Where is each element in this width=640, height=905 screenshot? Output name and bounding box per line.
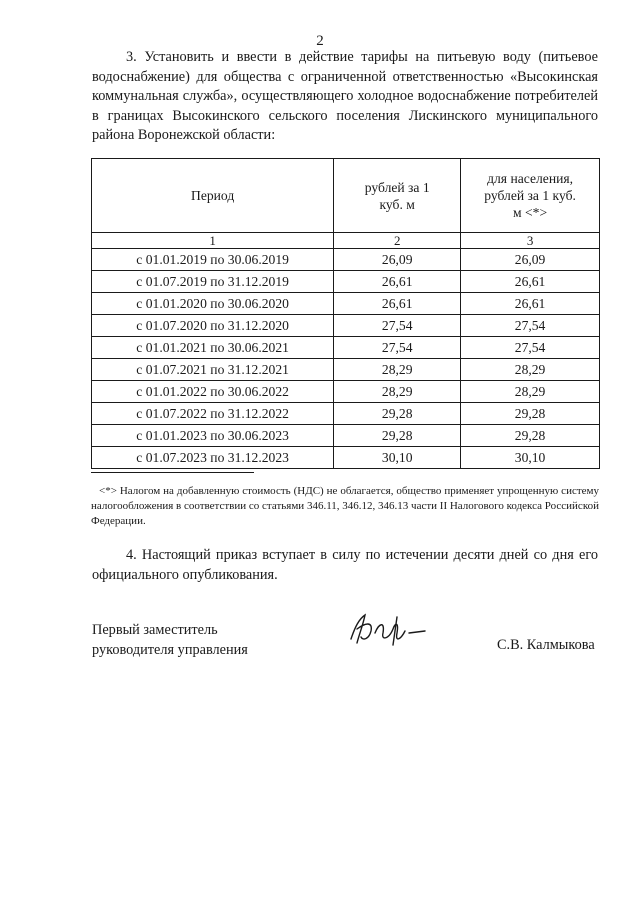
page-number: 2 [316,33,324,49]
period-cell: с 01.01.2021 по 30.06.2021 [92,337,334,359]
population-rate-cell: 30,10 [461,447,600,469]
population-rate-cell: 26,09 [461,249,600,271]
footnote-divider [91,472,254,473]
signer-title-line: Первый заместитель [92,622,218,638]
header-population-rate: для населения, рублей за 1 куб. м <*> [461,159,600,233]
period-cell: с 01.01.2023 по 30.06.2023 [92,425,334,447]
rate-cell: 29,28 [334,425,461,447]
rate-cell: 27,54 [334,337,461,359]
column-number: 3 [461,233,600,249]
rate-cell: 30,10 [334,447,461,469]
rate-cell: 28,29 [334,381,461,403]
population-rate-cell: 29,28 [461,425,600,447]
period-cell: с 01.07.2019 по 31.12.2019 [92,271,334,293]
rate-cell: 26,61 [334,271,461,293]
population-rate-cell: 26,61 [461,293,600,315]
column-number: 2 [334,233,461,249]
table-row [92,293,600,315]
footnote: <*> Налогом на добавленную стоимость (НДС) не облагается, общество применяет упрощенную систему налогообложения в соответствии со статьями 346.11, 346.12, 346.13 части II Налогового кодекса Российской Федерации. [91,485,599,527]
rate-cell: 28,29 [334,359,461,381]
population-rate-cell: 28,29 [461,359,600,381]
table-row [92,271,600,293]
signer-name: С.В. Калмыкова [497,637,595,653]
table-row [92,403,600,425]
header-period: Период [92,159,334,233]
population-rate-cell: 27,54 [461,337,600,359]
rate-cell: 27,54 [334,315,461,337]
table-row [92,337,600,359]
handwritten-signature [345,609,427,649]
paragraph-3: 3. Установить и ввести в действие тарифы на питьевую воду (питьевое водоснабжение) для общества с ограниченной ответственностью «Высокинская коммунальная служба», осуществляющего холодное водоснабжение потребителей в границах Высокинского сельского поселения Лискинского муниципального района Воронежской области: [92,49,598,144]
period-cell: с 01.07.2021 по 31.12.2021 [92,359,334,381]
period-cell: с 01.07.2022 по 31.12.2022 [92,403,334,425]
table-row [92,425,600,447]
signer-title [92,620,248,660]
tariff-table [91,158,600,469]
rate-cell: 29,28 [334,403,461,425]
column-number: 1 [92,233,334,249]
population-rate-cell: 26,61 [461,271,600,293]
table-row [92,315,600,337]
column-number-row [92,233,600,249]
period-cell: с 01.01.2022 по 30.06.2022 [92,381,334,403]
signer-title-line: руководителя управления [92,642,248,658]
table-row [92,381,600,403]
period-cell: с 01.01.2020 по 30.06.2020 [92,293,334,315]
table-row [92,447,600,469]
population-rate-cell: 28,29 [461,381,600,403]
period-cell: с 01.01.2019 по 30.06.2019 [92,249,334,271]
period-cell: с 01.07.2023 по 31.12.2023 [92,447,334,469]
table-row [92,359,600,381]
paragraph-4: 4. Настоящий приказ вступает в силу по истечении десяти дней со дня его официального опубликования. [92,547,598,583]
rate-cell: 26,61 [334,293,461,315]
period-cell: с 01.07.2020 по 31.12.2020 [92,315,334,337]
table-header-row [92,159,600,233]
table-row [92,249,600,271]
rate-cell: 26,09 [334,249,461,271]
population-rate-cell: 29,28 [461,403,600,425]
header-rate: рублей за 1 куб. м [334,159,461,233]
population-rate-cell: 27,54 [461,315,600,337]
